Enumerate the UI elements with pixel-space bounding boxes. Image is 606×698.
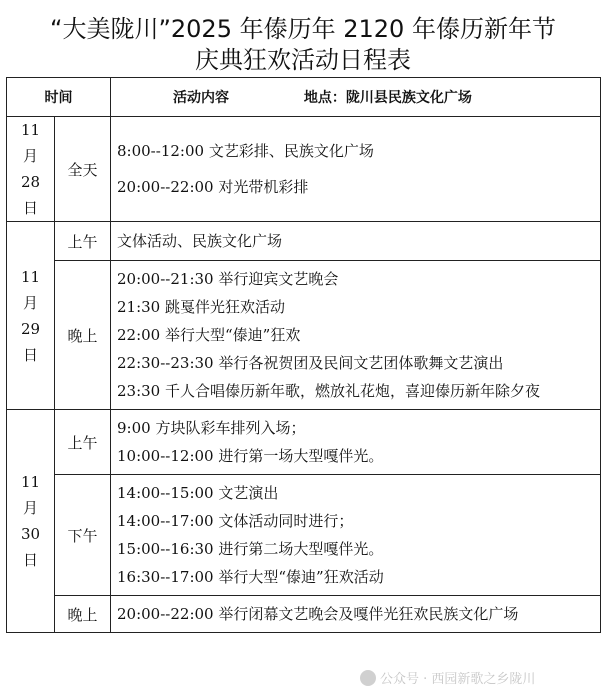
table-row <box>7 596 601 633</box>
table-row <box>7 222 601 261</box>
table-row <box>7 117 601 222</box>
activity-item: 15:00--16:30 进行第二场大型嘎伴光。 <box>117 540 384 558</box>
date-char: 29 <box>20 319 41 338</box>
activity-item: 21:30 跳戛伴光狂欢活动 <box>117 298 285 316</box>
date-char: 11 <box>20 267 41 286</box>
header-row <box>7 78 601 117</box>
date-cell-30 <box>7 410 55 633</box>
activity-item: 23:30 千人合唱傣历新年歌，燃放礼花炮，喜迎傣历新年除夕夜 <box>117 382 540 400</box>
page-title-line1: “大美陇川”2025 年傣历年 2120 年傣历新年节 <box>50 15 556 43</box>
date-char: 月 <box>22 293 38 312</box>
activity-cell <box>111 222 601 261</box>
activity-cell <box>111 117 601 222</box>
date-cell-29 <box>7 222 55 410</box>
activity-cell <box>111 475 601 596</box>
schedule-table <box>6 77 601 633</box>
page-title-line2: 庆典狂欢活动日程表 <box>195 46 411 74</box>
table-row <box>7 475 601 596</box>
activity-item: 9:00 方块队彩车排列入场； <box>117 419 306 437</box>
activity-item: 文体活动、民族文化广场 <box>117 232 283 250</box>
activity-item: 10:00--12:00 进行第一场大型嘎伴光。 <box>117 447 384 465</box>
table-row <box>7 410 601 475</box>
activity-item: 16:30--17:00 举行大型“傣迪”狂欢活动 <box>117 568 384 586</box>
period-label: 晚上 <box>55 261 111 410</box>
date-char: 11 <box>20 121 41 139</box>
date-char: 30 <box>20 525 41 543</box>
header-activity: 活动内容 <box>173 90 229 106</box>
date-char: 日 <box>22 199 38 217</box>
date-char: 日 <box>22 551 38 569</box>
activity-cell <box>111 410 601 475</box>
header-location: 地点：陇川县民族文化广场 <box>303 90 472 106</box>
watermark-text: 公众号 · 西园新歌之乡陇川 <box>380 672 536 687</box>
date-char: 28 <box>20 173 41 191</box>
header-time: 时间 <box>7 78 111 117</box>
wechat-icon <box>360 670 376 686</box>
activity-item: 14:00--17:00 文体活动同时进行； <box>117 512 354 530</box>
date-cell-28 <box>7 117 55 222</box>
activity-item: 20:00--22:00 对光带机彩排 <box>117 178 309 196</box>
period-label: 上午 <box>55 410 111 475</box>
watermark <box>360 668 535 687</box>
activity-item: 22:30--23:30 举行各祝贺团及民间文艺团体歌舞文艺演出 <box>117 354 504 372</box>
date-char: 11 <box>20 473 41 491</box>
period-label: 上午 <box>55 222 111 261</box>
period-label: 下午 <box>55 475 111 596</box>
period-label: 晚上 <box>55 596 111 633</box>
activity-item: 14:00--15:00 文艺演出 <box>117 484 279 502</box>
date-char: 月 <box>22 147 38 165</box>
activity-cell <box>111 596 601 633</box>
period-label: 全天 <box>55 117 111 222</box>
activity-item: 20:00--21:30 举行迎宾文艺晚会 <box>117 270 339 288</box>
date-char: 月 <box>22 499 38 517</box>
table-row <box>7 261 601 410</box>
activity-item: 22:00 举行大型“傣迪”狂欢 <box>117 326 301 344</box>
activity-item: 20:00--22:00 举行闭幕文艺晚会及嘎伴光狂欢民族文化广场 <box>117 605 519 623</box>
activity-item: 8:00--12:00 文艺彩排、民族文化广场 <box>117 142 374 160</box>
activity-cell <box>111 261 601 410</box>
header-activity-cell <box>111 78 601 117</box>
date-char: 日 <box>22 345 38 364</box>
